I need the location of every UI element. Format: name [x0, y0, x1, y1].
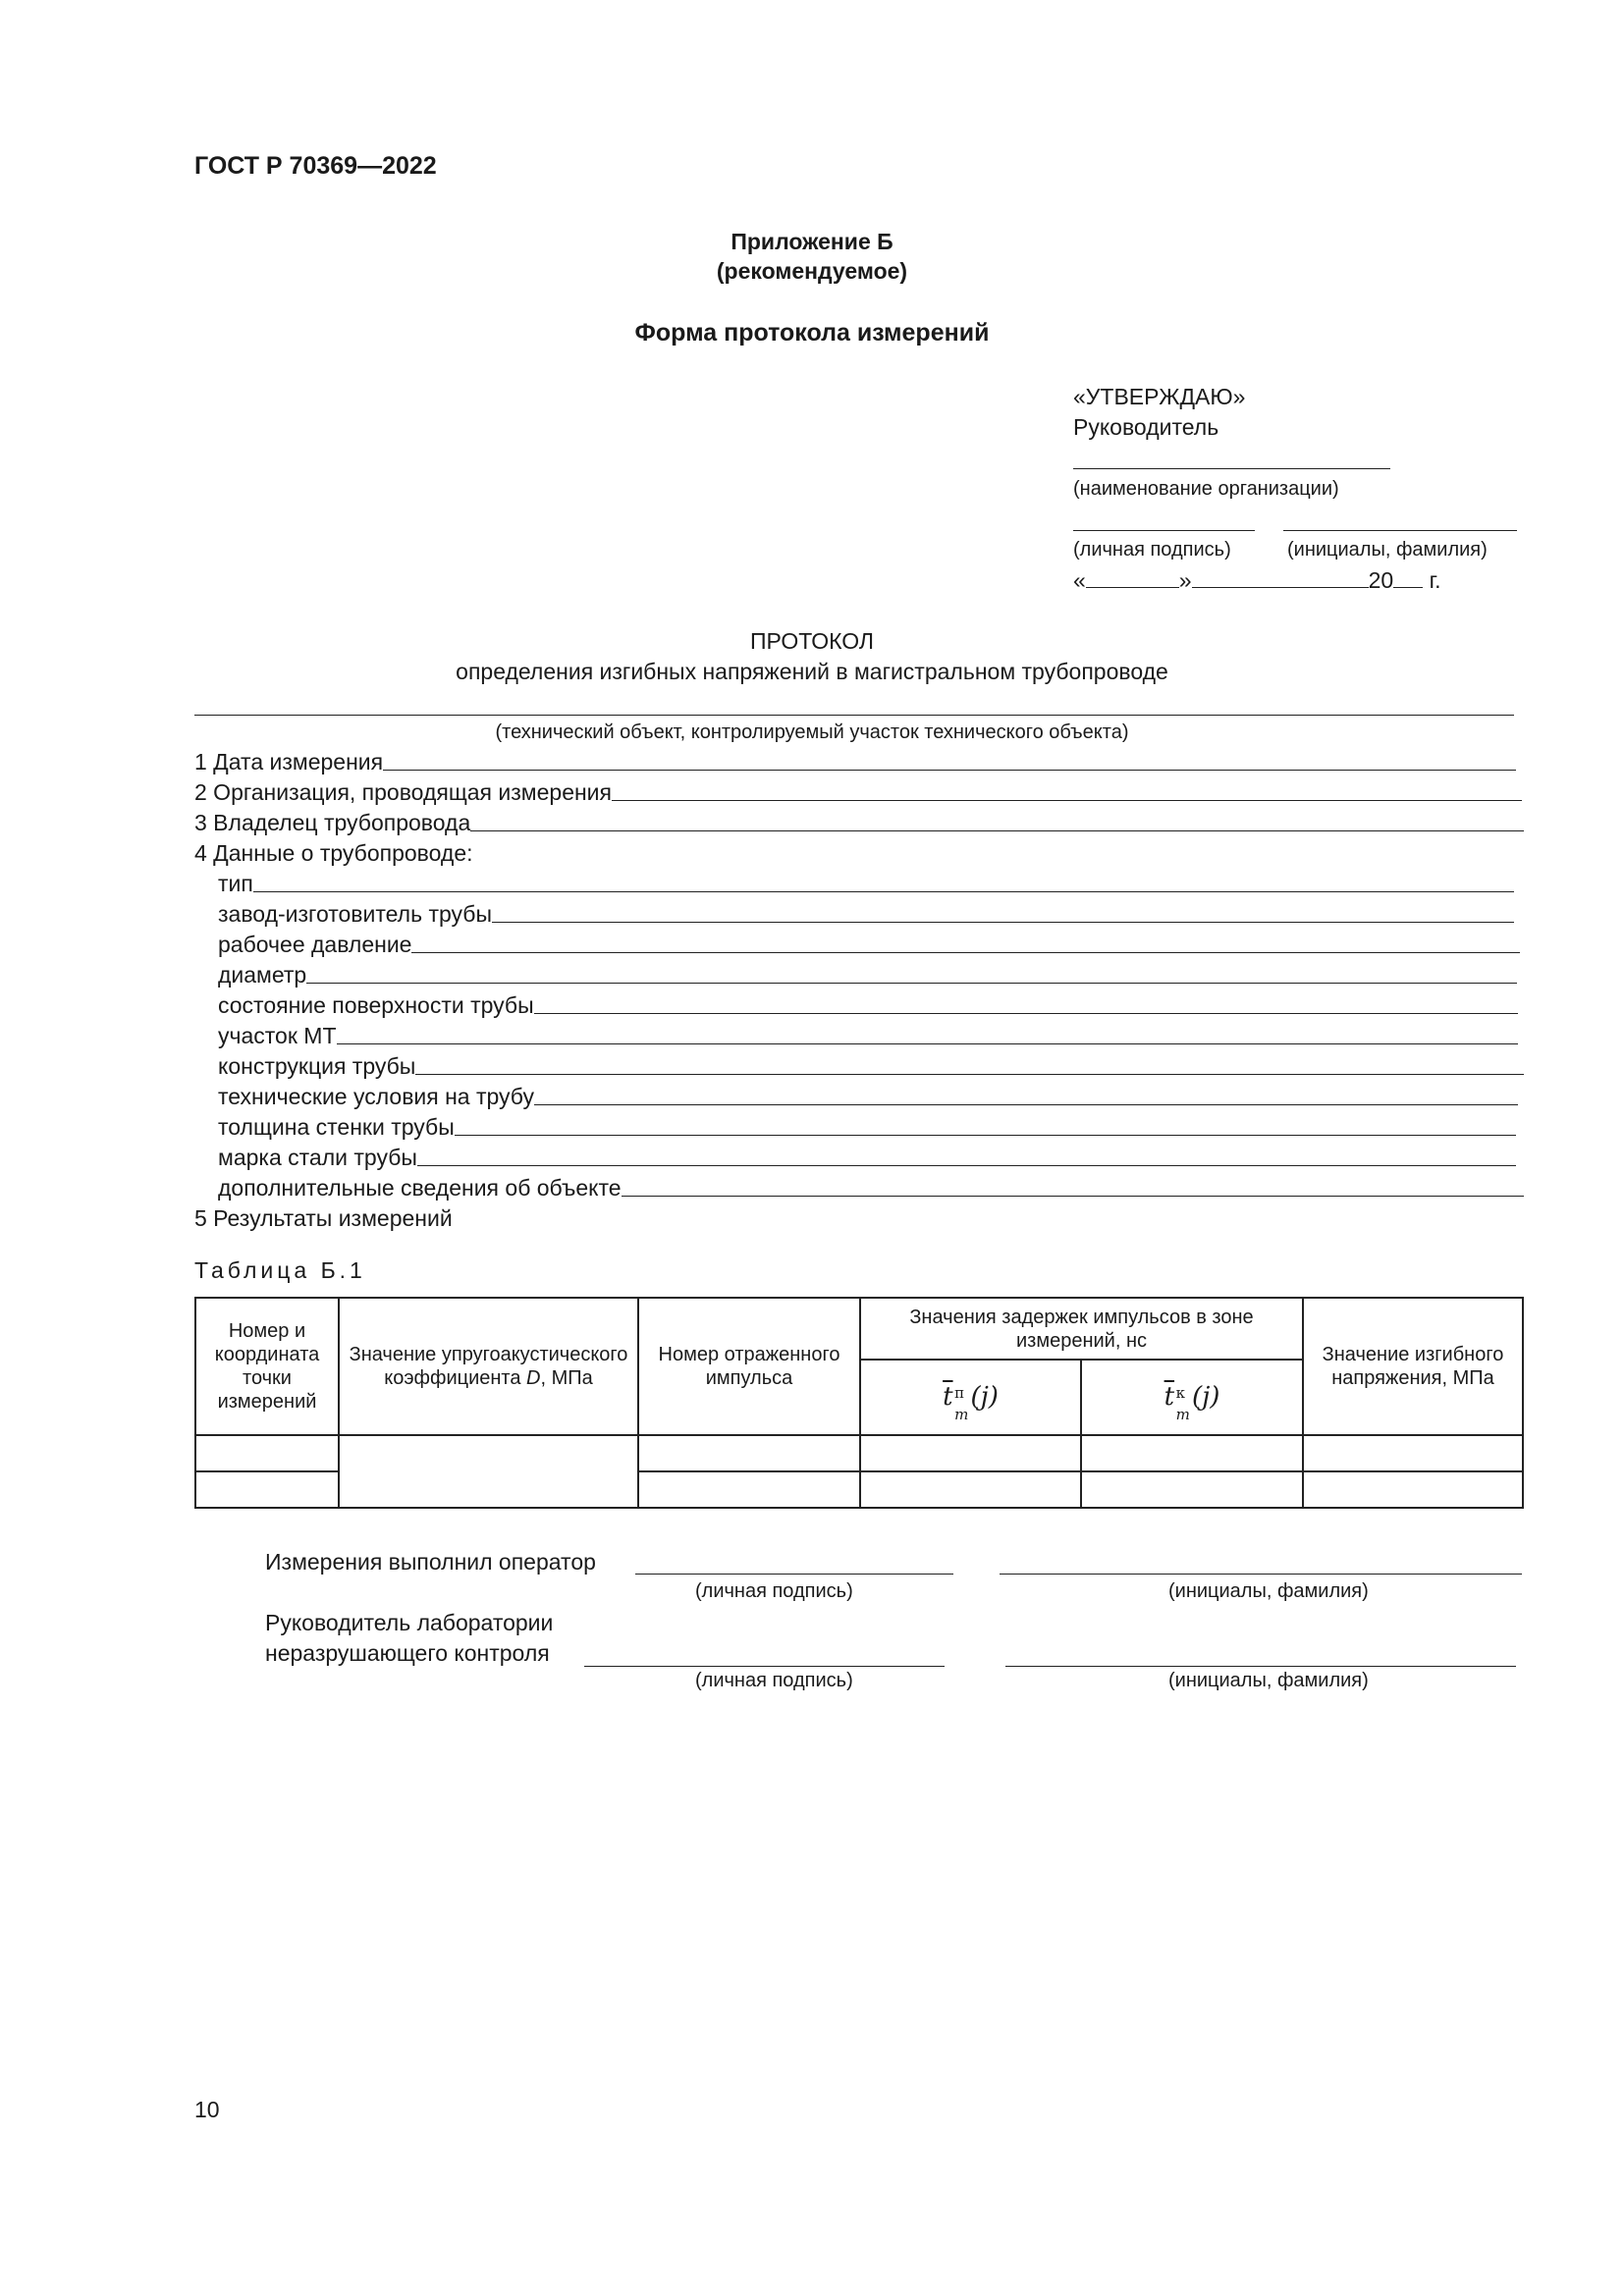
- fill-line: [534, 1013, 1518, 1014]
- field-label: 1 Дата измерения: [194, 749, 384, 774]
- formula-sub: m: [954, 1405, 969, 1423]
- formula-arg: (j): [1192, 1381, 1220, 1412]
- fill-line: [411, 952, 1520, 953]
- field-label: участок МТ: [218, 1023, 337, 1048]
- field-label: 5 Результаты измерений: [194, 1205, 453, 1231]
- object-caption: (технический объект, контролируемый участок технического объекта): [495, 721, 1129, 743]
- approval-name-line: [1283, 530, 1517, 531]
- field-surface-condition: [218, 988, 1518, 1019]
- table-cell: [860, 1471, 1081, 1508]
- lab-head-name-caption: (инициалы, фамилия): [1168, 1670, 1369, 1691]
- fill-line: [415, 1074, 1524, 1075]
- field-label: тип: [218, 871, 253, 896]
- fill-line: [612, 800, 1522, 801]
- lab-head-label-2: неразрушающего контроля: [265, 1640, 550, 1666]
- document-code: ГОСТ Р 70369—2022: [194, 152, 437, 180]
- field-label: завод-изготовитель трубы: [218, 901, 492, 927]
- header-coefficient-unit: , МПа: [540, 1367, 593, 1389]
- operator-signature-caption: (личная подпись): [695, 1580, 853, 1602]
- field-label: рабочее давление: [218, 932, 412, 957]
- date-quote-open: «: [1073, 567, 1086, 593]
- table-cell: [638, 1471, 860, 1508]
- table-cell: [1303, 1471, 1523, 1508]
- approval-name-caption: (инициалы, фамилия): [1287, 539, 1488, 561]
- field-pipeline-owner: [194, 806, 1524, 836]
- field-label: конструкция трубы: [218, 1053, 416, 1079]
- field-label: 4 Данные о трубопроводе:: [194, 840, 473, 866]
- fill-line: [470, 830, 1524, 831]
- lab-head-signature-caption: (личная подпись): [695, 1670, 853, 1691]
- table-cell: [1081, 1471, 1303, 1508]
- measurement-table: [194, 1297, 1524, 1509]
- date-year-line: [1393, 587, 1423, 588]
- fill-line: [417, 1165, 1516, 1166]
- operator-label: Измерения выполнил оператор: [265, 1549, 596, 1575]
- lab-head-name-line: [1005, 1666, 1516, 1667]
- table-cell: [638, 1435, 860, 1471]
- field-label: дополнительные сведения об объекте: [218, 1175, 622, 1201]
- table-row: [195, 1435, 1523, 1471]
- object-line: [194, 715, 1514, 716]
- field-label: 2 Организация, проводящая измерения: [194, 779, 612, 805]
- date-quote-close: »: [1178, 567, 1192, 593]
- field-label: диаметр: [218, 962, 307, 988]
- field-manufacturer: [218, 897, 1514, 928]
- formula-sup: к: [1175, 1383, 1185, 1402]
- field-type: [218, 867, 1514, 897]
- field-results: [194, 1201, 1522, 1232]
- org-caption: (наименование организации): [1073, 478, 1339, 500]
- field-pipe-construction: [218, 1049, 1524, 1080]
- approval-signature-line: [1073, 530, 1255, 531]
- header-coefficient: [339, 1298, 638, 1435]
- protocol-subtitle: определения изгибных напряжений в магистральном трубопроводе: [456, 659, 1168, 684]
- fill-line: [455, 1135, 1516, 1136]
- protocol-title: ПРОТОКОЛ: [749, 628, 875, 654]
- formula-tk: [1164, 1381, 1220, 1423]
- table-cell: [195, 1435, 339, 1471]
- table-cell: [860, 1435, 1081, 1471]
- operator-signature-line: [635, 1574, 953, 1575]
- formula-arg: (j): [970, 1381, 999, 1412]
- header-coefficient-var: D: [526, 1367, 541, 1389]
- header-delays: Значения задержек импульсов в зоне измерений, нс: [860, 1298, 1303, 1360]
- header-pulse: Номер отраженного импульса: [638, 1298, 860, 1435]
- header-formula-tk: [1081, 1360, 1303, 1435]
- operator-name-line: [1000, 1574, 1522, 1575]
- fill-line: [253, 891, 1514, 892]
- date-year: 20: [1368, 567, 1394, 593]
- field-label: технические условия на трубу: [218, 1084, 534, 1109]
- field-steel-grade: [218, 1141, 1516, 1171]
- approve-label: «УТВЕРЖДАЮ»: [1073, 384, 1246, 409]
- fill-line: [534, 1104, 1518, 1105]
- table-cell: [1303, 1435, 1523, 1471]
- appendix-status: (рекомендуемое): [716, 258, 908, 284]
- header-coefficient-text: Значение упругоакустического коэффициента: [349, 1344, 628, 1389]
- table-header-row: [195, 1298, 1523, 1360]
- formula-tp: [943, 1381, 999, 1423]
- appendix-heading: [0, 227, 1624, 286]
- date-month-line: [1192, 587, 1369, 588]
- lab-head-signature-line: [584, 1666, 945, 1667]
- table-cell: [1081, 1435, 1303, 1471]
- header-formula-tp: [860, 1360, 1081, 1435]
- formula-t: $\overline{t}$: [943, 1381, 953, 1412]
- table-cell: [339, 1435, 638, 1508]
- field-diameter: [218, 958, 1517, 988]
- fill-line: [492, 922, 1514, 923]
- date-day-line: [1086, 587, 1179, 588]
- field-label: 3 Владелец трубопровода: [194, 810, 471, 835]
- table-caption: Таблица Б.1: [194, 1257, 366, 1283]
- table-cell: [195, 1471, 339, 1508]
- field-wall-thickness: [218, 1110, 1516, 1141]
- operator-name-caption: (инициалы, фамилия): [1168, 1580, 1369, 1602]
- date-year-suffix: г.: [1423, 567, 1441, 593]
- approval-date: [1073, 567, 1441, 594]
- field-pipeline-data: [194, 836, 1522, 867]
- org-line: [1073, 468, 1390, 469]
- field-working-pressure: [218, 928, 1520, 958]
- field-label: состояние поверхности трубы: [218, 992, 534, 1018]
- fill-line: [337, 1043, 1518, 1044]
- header-stress: Значение изгибного напряжения, МПа: [1303, 1298, 1523, 1435]
- field-technical-conditions: [218, 1080, 1518, 1110]
- field-label: толщина стенки трубы: [218, 1114, 455, 1140]
- approval-signature-caption: (личная подпись): [1073, 539, 1231, 561]
- header-point: Номер и координата точки измерений: [195, 1298, 339, 1435]
- field-label: марка стали трубы: [218, 1145, 417, 1170]
- page-number: 10: [194, 2097, 220, 2122]
- formula-sup: п: [954, 1383, 965, 1402]
- field-measurement-date: [194, 745, 1516, 775]
- field-organization: [194, 775, 1522, 806]
- fill-line: [383, 770, 1516, 771]
- appendix-title: Приложение Б: [731, 229, 893, 254]
- field-mt-section: [218, 1019, 1518, 1049]
- fill-line: [622, 1196, 1524, 1197]
- formula-t: $\overline{t}$: [1164, 1381, 1175, 1412]
- formula-sub: m: [1175, 1405, 1190, 1423]
- lab-head-label-1: Руководитель лаборатории: [265, 1610, 554, 1635]
- approve-head: Руководитель: [1073, 414, 1219, 440]
- form-title: Форма протокола измерений: [634, 319, 990, 347]
- fill-line: [306, 983, 1517, 984]
- field-additional-info: [218, 1171, 1524, 1201]
